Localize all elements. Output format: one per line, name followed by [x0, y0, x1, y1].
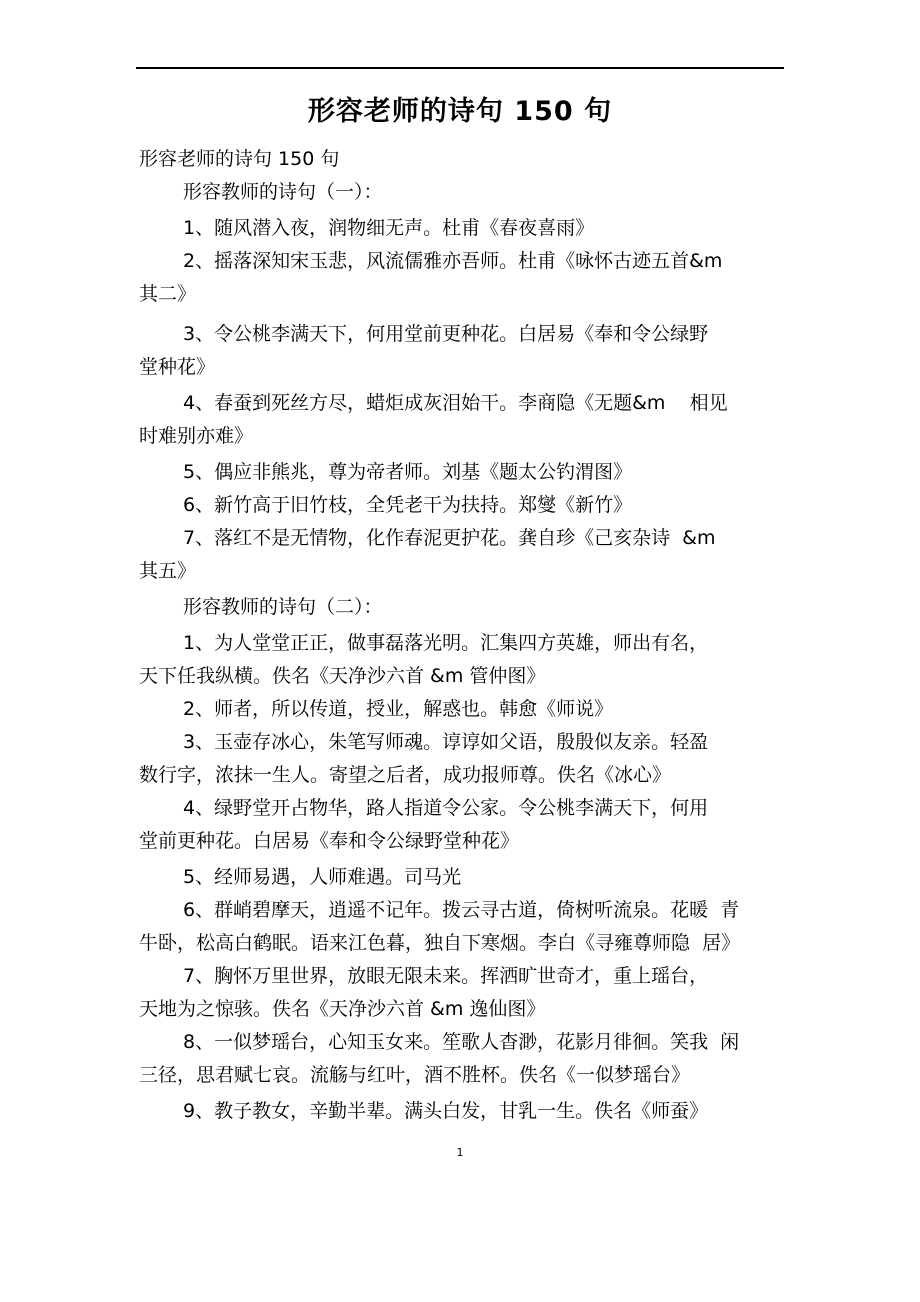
document-subtitle: 形容老师的诗句 150 句	[139, 148, 340, 170]
poem-line: 3、玉壶存冰心，朱笔写师魂。谆谆如父语，殷殷似友亲。轻盈 数行字，浓抹一生人。寄望之后者，成功报师尊。佚名《冰心》	[139, 731, 709, 786]
header-rule	[136, 67, 784, 69]
poem-line: 3、令公桃李满天下，何用堂前更种花。白居易《奉和令公绿野 堂种花》	[139, 323, 709, 378]
poem-line: 6、新竹高于旧竹枝，全凭老干为扶持。郑燮《新竹》	[183, 494, 633, 516]
poem-line: 2、师者，所以传道，授业，解惑也。韩愈《师说》	[183, 698, 614, 720]
poem-line: 1、随风潜入夜，润物细无声。杜甫《春夜喜雨》	[183, 217, 595, 239]
poem-line: 7、落红不是无情物，化作春泥更护花。龚自珍《己亥杂诗 &m 其五》	[139, 527, 716, 582]
poem-line: 4、绿野堂开占物华，路人指道令公家。令公桃李满天下，何用 堂前更种花。白居易《奉和令公绿野堂种花》	[139, 797, 709, 852]
poem-line: 9、教子教女，辛勤半辈。满头白发，甘乳一生。佚名《师蚕》	[183, 1100, 709, 1122]
page-number: 1	[456, 1146, 464, 1159]
section2-heading: 形容教师的诗句（二）：	[183, 596, 383, 618]
document-body	[139, 143, 811, 1128]
section1-heading: 形容教师的诗句（一）：	[183, 181, 383, 203]
poem-line: 5、偶应非熊兆，尊为帝者师。刘基《题太公钓渭图》	[183, 461, 633, 483]
poem-line: 1、为人堂堂正正，做事磊落光明。汇集四方英雄，师出有名， 天下任我纵横。佚名《天净沙六首 &m 管仲图》	[139, 632, 709, 687]
poem-line: 7、胸怀万里世界，放眼无限未来。挥洒旷世奇才，重上瑶台， 天地为之惊骇。佚名《天净沙六首 &m 逸仙图》	[139, 965, 709, 1020]
poem-line: 2、摇落深知宋玉悲，风流儒雅亦吾师。杜甫《咏怀古迹五首&m 其二》	[139, 250, 723, 305]
poem-line: 5、经师易遇，人师难遇。司马光	[183, 866, 462, 888]
document-title: 形容老师的诗句 150 句	[307, 96, 613, 127]
poem-line: 6、群峭碧摩天，逍遥不记年。拨云寻古道，倚树听流泉。花暖 青 牛卧，松高白鹤眠。语来江色暮，独自下寒烟。李白《寻雍尊师隐 居》	[139, 899, 741, 954]
poem-line: 4、春蚕到死丝方尽，蜡炬成灰泪始干。李商隐《无题&m 相见 时难别亦难》	[139, 392, 728, 447]
poem-line: 8、一似梦瑶台，心知玉女来。笙歌人杳渺，花影月徘徊。笑我 闲 三径，思君赋七哀。流觞与红叶，酒不胜杯。佚名《一似梦瑶台》	[139, 1031, 740, 1086]
